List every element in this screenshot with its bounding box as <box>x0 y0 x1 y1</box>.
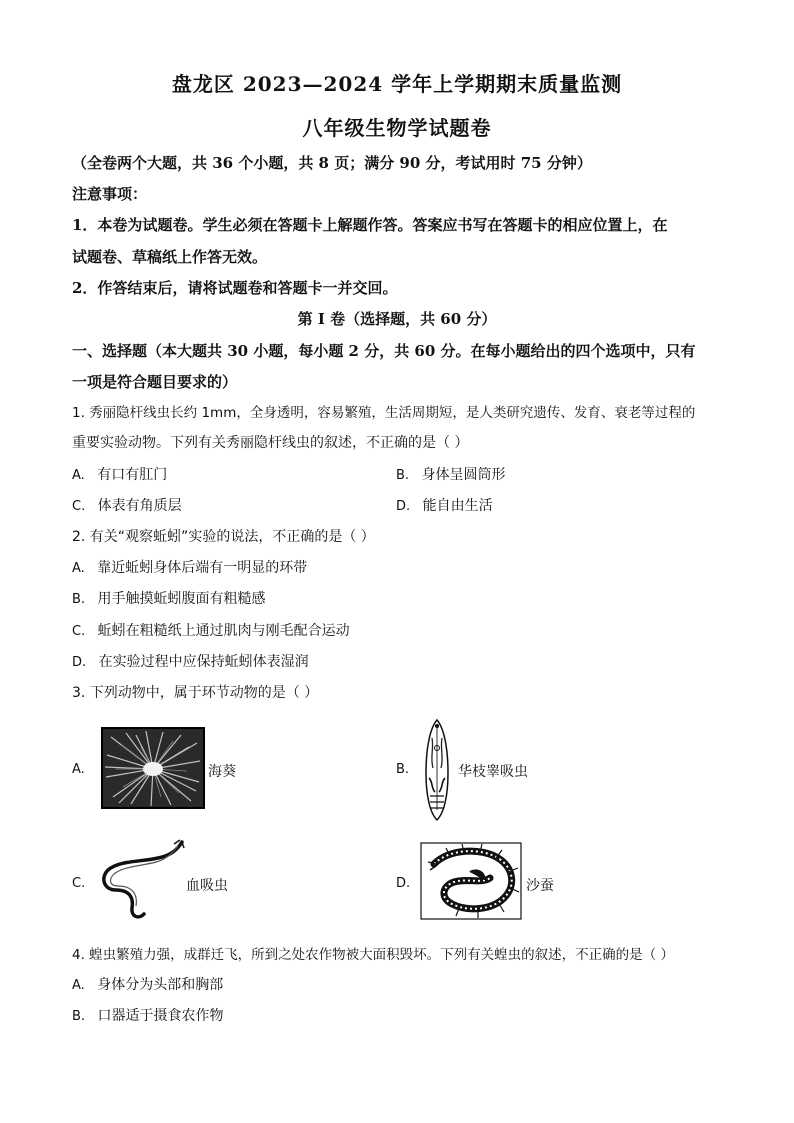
question-2-option-a <box>72 557 307 577</box>
sandworm-image <box>420 842 522 920</box>
exam-info: （全卷两个大题，共 36 个小题，共 8 页；满分 90 分，考试用时 75 分钟） <box>72 154 592 172</box>
option-text: 口器适于摄食农作物 <box>97 1008 224 1024</box>
part-heading-line-2: 一项是符合题目要求的） <box>72 373 238 391</box>
question-3-option-a-letter: A. <box>72 762 85 777</box>
part-heading-line-1: 一、选择题（本大题共 30 小题，每小题 2 分，共 60 分。在每小题给出的四个选项中，只有 <box>72 342 696 360</box>
question-3-option-d-letter: D. <box>396 876 411 891</box>
question-3-option-b-text: 华枝睾吸虫 <box>458 764 528 780</box>
question-3-stem: 3. 下列动物中，属于环节动物的是（ ） <box>72 685 319 701</box>
sea-anemone-icon <box>101 727 205 809</box>
notice-heading: 注意事项： <box>72 185 148 203</box>
question-3-option-b-letter: B. <box>396 762 410 777</box>
option-text: 蚯蚓在粗糙纸上通过肌肉与刚毛配合运动 <box>97 623 350 639</box>
page-subtitle: 八年级生物学试题卷 <box>302 116 492 140</box>
question-2-option-c <box>72 620 350 640</box>
option-letter: B. <box>396 468 410 483</box>
question-3-option-c-text: 血吸虫 <box>186 878 228 894</box>
question-1-stem-line-1: 1. 秀丽隐杆线虫长约 1mm，全身透明，容易繁殖，生活周期短，是人类研究遗传、发育、衰老等过程的 <box>72 405 696 421</box>
question-3-option-d-text: 沙蚕 <box>526 878 554 894</box>
liver-fluke-icon <box>420 718 454 822</box>
question-2-option-d <box>72 651 309 671</box>
option-letter: B. <box>72 592 86 607</box>
question-1-stem-line-2: 重要实验动物。下列有关秀丽隐杆线虫的叙述，不正确的是（ ） <box>72 435 469 451</box>
question-4-option-a <box>72 974 223 994</box>
notice-item-1-line-1: 1．本卷为试题卷。学生必须在答题卡上解题作答。答案应书写在答题卡的相应位置上，在 <box>72 216 668 234</box>
option-text: 靠近蚯蚓身体后端有一明显的环带 <box>97 560 308 576</box>
option-text: 用手触摸蚯蚓腹面有粗糙感 <box>97 591 266 607</box>
notice-item-2: 2．作答结束后，请将试题卷和答题卡一并交回。 <box>72 279 398 297</box>
option-text: 有口有肛门 <box>97 467 168 483</box>
question-1-option-b <box>396 464 506 484</box>
question-1-option-a <box>72 464 167 484</box>
sea-anemone-image <box>101 727 205 809</box>
question-2-option-b <box>72 588 266 608</box>
option-letter: D. <box>396 499 411 514</box>
question-3-option-a-text: 海葵 <box>208 764 236 780</box>
option-letter: A. <box>72 978 85 993</box>
option-letter: C. <box>72 624 86 639</box>
option-letter: A. <box>72 561 85 576</box>
option-letter: A. <box>72 468 85 483</box>
liver-fluke-image <box>420 718 454 822</box>
option-text: 体表有角质层 <box>97 498 182 514</box>
question-4-stem: 4. 蝗虫繁殖力强，成群迁飞，所到之处农作物被大面积毁坏。下列有关蝗虫的叙述，不正确的是（ ） <box>72 947 674 963</box>
question-4-option-b <box>72 1005 224 1025</box>
sandworm-icon <box>420 842 522 920</box>
volume-heading: 第 I 卷（选择题，共 60 分） <box>297 310 497 328</box>
question-1-option-c <box>72 495 182 515</box>
question-3-option-c-letter: C. <box>72 876 86 891</box>
option-letter: C. <box>72 499 86 514</box>
option-text: 在实验过程中应保持蚯蚓体表湿润 <box>98 654 309 670</box>
option-letter: B. <box>72 1009 86 1024</box>
option-text: 能自由生活 <box>422 498 493 514</box>
notice-item-1-line-2: 试题卷、草稿纸上作答无效。 <box>72 248 268 266</box>
option-text: 身体呈圆筒形 <box>421 467 506 483</box>
option-text: 身体分为头部和胸部 <box>97 977 224 993</box>
blood-fluke-image <box>98 838 186 924</box>
option-letter: D. <box>72 655 87 670</box>
page-title: 盘龙区 2023—2024 学年上学期期末质量监测 <box>171 72 623 96</box>
question-1-option-d <box>396 495 493 515</box>
blood-fluke-icon <box>98 838 186 924</box>
question-2-stem: 2. 有关“观察蚯蚓”实验的说法，不正确的是（ ） <box>72 529 375 545</box>
